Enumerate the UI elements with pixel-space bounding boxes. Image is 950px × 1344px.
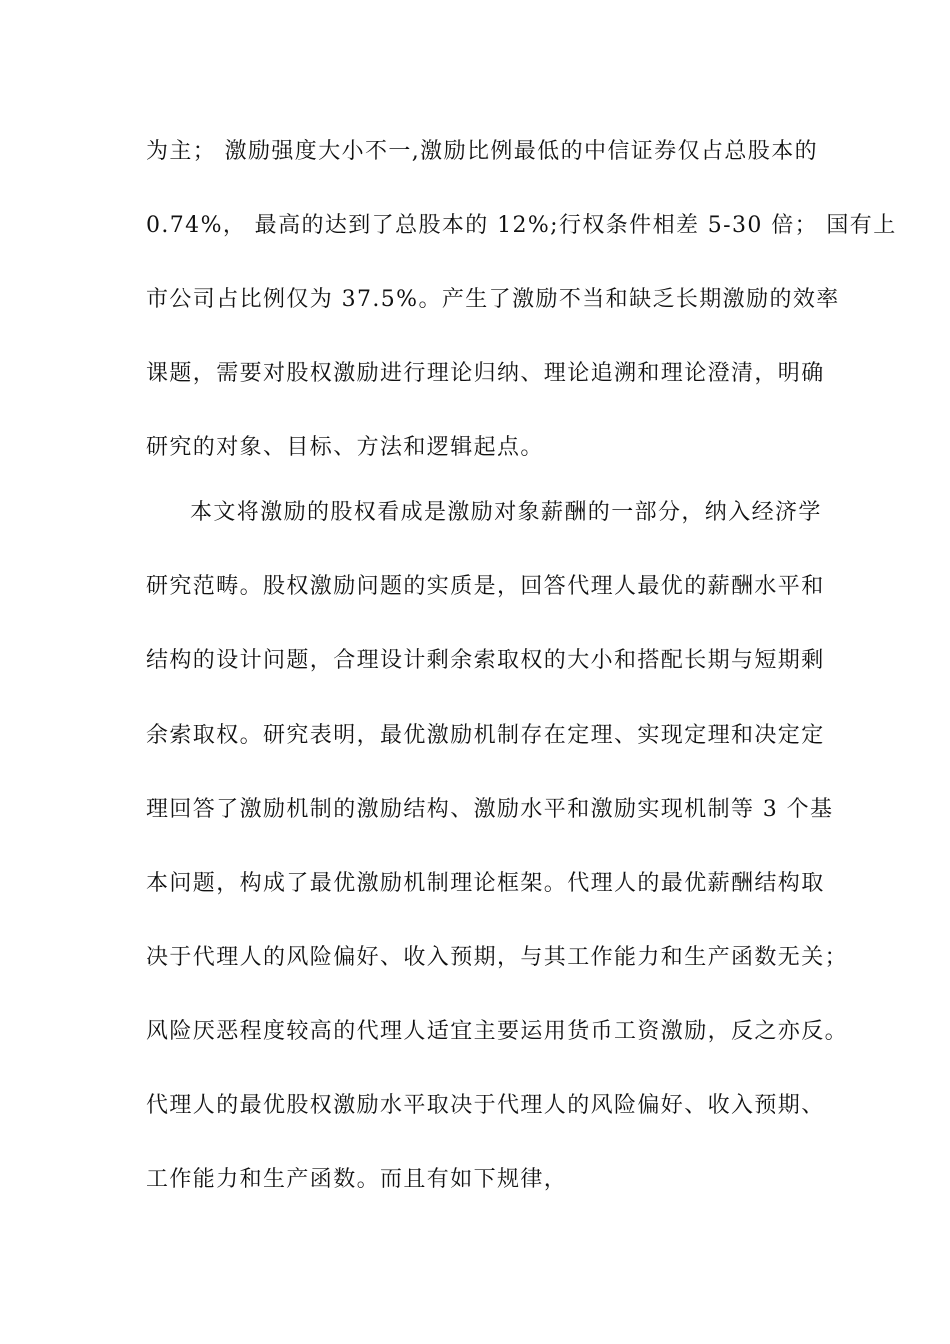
text-line: 为主； 激励强度大小不一,激励比例最低的中信证券仅占总股本的 bbox=[146, 139, 818, 164]
paragraph-first-line: 本文将激励的股权看成是激励对象薪酬的一部分，纳入经济学 bbox=[190, 500, 822, 525]
text-line: 风险厌恶程度较高的代理人适宜主要运用货币工资激励，反之亦反。 bbox=[146, 1019, 849, 1044]
text-line: 0.74%， 最高的达到了总股本的 12%;行权条件相差 5-30 倍； 国有上 bbox=[146, 213, 897, 238]
text-line: 理回答了激励机制的激励结构、激励水平和激励实现机制等 3 个基 bbox=[146, 797, 834, 822]
text-line: 余索取权。研究表明，最优激励机制存在定理、实现定理和决定定 bbox=[146, 723, 825, 748]
text-line: 研究的对象、目标、方法和逻辑起点。 bbox=[146, 435, 544, 460]
text-line: 市公司占比例仅为 37.5%。产生了激励不当和缺乏长期激励的效率 bbox=[146, 287, 840, 312]
text-line: 工作能力和生产函数。而且有如下规律， bbox=[146, 1167, 568, 1192]
text-line: 课题，需要对股权激励进行理论归纳、理论追溯和理论澄清，明确 bbox=[146, 361, 825, 386]
text-line: 结构的设计问题，合理设计剩余索取权的大小和搭配长期与短期剩 bbox=[146, 648, 825, 673]
text-line: 研究范畴。股权激励问题的实质是，回答代理人最优的薪酬水平和 bbox=[146, 574, 825, 599]
text-line: 代理人的最优股权激励水平取决于代理人的风险偏好、收入预期、 bbox=[146, 1093, 825, 1118]
text-line: 本问题，构成了最优激励机制理论框架。代理人的最优薪酬结构取 bbox=[146, 871, 825, 896]
text-line: 决于代理人的风险偏好、收入预期，与其工作能力和生产函数无关； bbox=[146, 945, 849, 970]
